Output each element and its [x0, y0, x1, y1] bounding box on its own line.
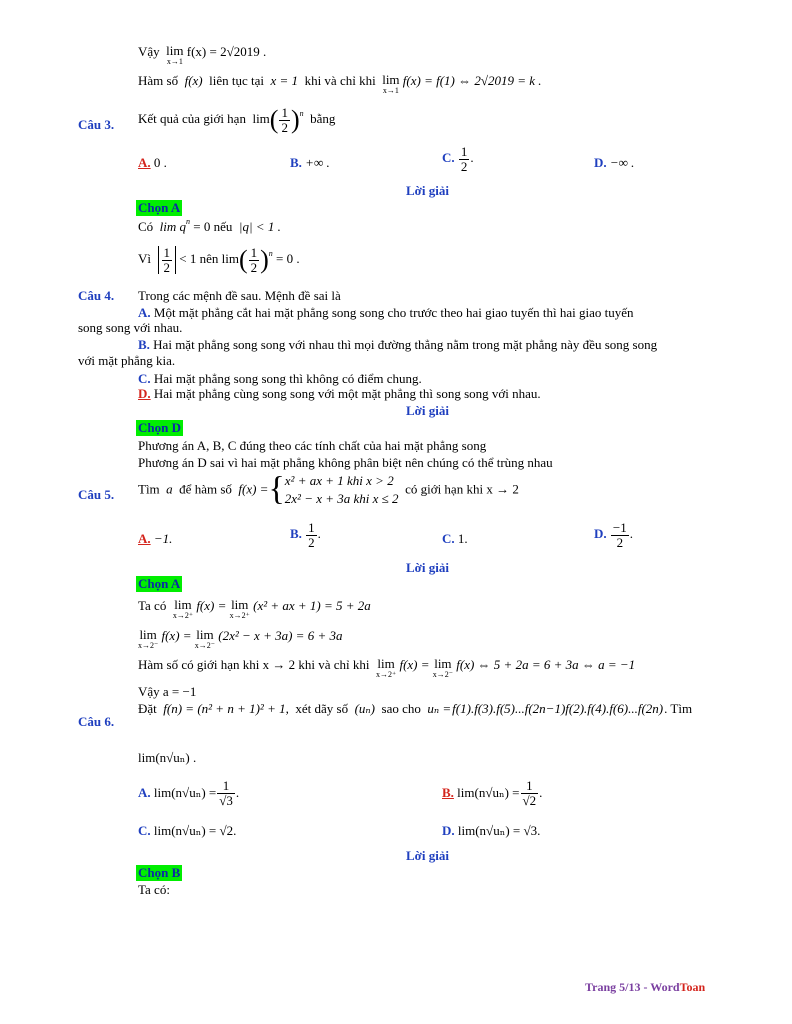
- text: để hàm số: [179, 481, 232, 497]
- fraction-den: f(2).f(4).f(6)...f(2n): [565, 700, 664, 716]
- math-expr: f(x) = f(1) ⇔ 2√2019 = k .: [402, 73, 542, 88]
- lim-block: [433, 657, 453, 679]
- lim-word: lim: [166, 43, 184, 58]
- function-f: f(x): [184, 73, 203, 88]
- option-d[interactable]: [442, 823, 540, 839]
- solution-line: Phương án A, B, C đúng theo các tính chất của hai mặt phẳng song: [138, 438, 487, 453]
- brace: {: [268, 470, 285, 508]
- lim-block: [376, 657, 396, 679]
- text: = 0 nếu: [193, 219, 233, 234]
- lim-sub: x→1: [166, 57, 183, 66]
- math-expr: f(x) =: [238, 481, 269, 497]
- fraction: [611, 521, 629, 549]
- lim-word: lim: [196, 627, 214, 642]
- solution-heading: Lời giải: [406, 560, 449, 575]
- option-letter: A.: [138, 785, 151, 801]
- option-text: Hai mặt phẳng song song thì không có điểm chung.: [153, 371, 422, 386]
- brand-toan: Toan: [679, 980, 706, 994]
- fraction-den: 2: [460, 158, 468, 174]
- text: Đặt: [138, 700, 157, 716]
- text-vay: Vậy: [138, 44, 160, 59]
- option-text: Hai mặt phẳng cùng song song với một mặt phẳng thì song song với nhau.: [153, 386, 541, 401]
- chosen-answer: Chọn B: [138, 865, 181, 880]
- exponent: n: [186, 217, 191, 226]
- lim-block: [195, 628, 215, 650]
- fraction-num: 1: [460, 144, 468, 159]
- lim-word: lim: [252, 111, 270, 127]
- option-c[interactable]: [138, 823, 236, 839]
- option-letter: D.: [594, 155, 607, 170]
- text: có giới hạn khi x → 2: [405, 481, 519, 497]
- question-text-cont: lim(n√uₙ) .: [138, 750, 197, 765]
- question-label: Câu 6.: [78, 714, 115, 729]
- question-text: [138, 472, 519, 507]
- option-text: Một mặt phẳng cắt hai mặt phẳng song song cho trước theo hai giao tuyến thì hai giao tuyến: [153, 305, 634, 320]
- fraction: $\frac{1}{2}$: [163, 245, 170, 275]
- lim-sub: x→2⁺: [375, 670, 397, 679]
- option-a[interactable]: [138, 531, 172, 547]
- lim-word: lim: [174, 597, 192, 612]
- option-c[interactable]: [442, 145, 474, 173]
- solution-line: Vì $\frac{1}{2}$ < 1 nên lim( $\frac{1}{2}$ )$^n$ = 0 .: [138, 245, 300, 275]
- option-a[interactable]: [138, 305, 634, 321]
- solution-heading: Lời giải: [406, 848, 449, 863]
- piece-case: x² + ax + 1 khi x > 2: [284, 473, 394, 488]
- lim-block: [230, 598, 250, 620]
- lim-word: lim: [377, 656, 395, 671]
- fraction: [217, 779, 235, 807]
- fraction: [452, 701, 663, 717]
- option-letter: B.: [442, 785, 454, 801]
- lim-word: lim: [139, 627, 157, 642]
- option-letter: C.: [138, 823, 151, 838]
- option-b[interactable]: [290, 521, 321, 549]
- math-x: x = 1: [270, 73, 299, 88]
- text: bằng: [310, 111, 336, 127]
- fraction-num: 1: [308, 520, 315, 535]
- option-letter: D.: [442, 823, 455, 838]
- option-b[interactable]: [290, 155, 330, 171]
- option-a[interactable]: [138, 155, 167, 171]
- option-b-cont: với mặt phẳng kia.: [78, 353, 176, 368]
- lim-word: lim: [434, 656, 452, 671]
- solution-line: Phương án D sai vì hai mặt phẳng không phân biệt nên chúng có thể trùng nhau: [138, 455, 553, 470]
- math-expr: (x² + ax + 1) = 5 + 2a: [253, 598, 371, 613]
- lim-word: lim: [231, 597, 249, 612]
- solution-line: [138, 219, 281, 235]
- fraction: [279, 106, 290, 134]
- piece-case: 2x² − x + 3a khi x ≤ 2: [284, 490, 399, 506]
- option-letter: A.: [138, 155, 151, 170]
- option-letter: B.: [138, 337, 150, 352]
- option-b[interactable]: [442, 779, 542, 807]
- lim-block: [138, 628, 158, 650]
- option-letter: A.: [138, 305, 151, 320]
- option-d[interactable]: [594, 521, 633, 549]
- text: < 1 nên lim: [179, 251, 239, 267]
- exponent: n: [299, 109, 304, 119]
- option-letter: C.: [442, 531, 455, 546]
- fraction: [459, 145, 470, 173]
- text: = 0 .: [276, 251, 300, 267]
- solution-line: Vậy a = −1: [138, 684, 197, 699]
- lim-sub: x→2⁺: [172, 611, 194, 620]
- math-expr: lim q: [159, 219, 187, 234]
- option-value: 0 .: [153, 155, 167, 170]
- text: sao cho: [381, 700, 421, 716]
- fraction-num: f(1).f(3).f(5)...f(2n−1): [452, 700, 566, 716]
- lim-block: [166, 44, 183, 66]
- question-text: Kết quả của giới hạn lim( $\frac{1}{2}$ )$^n$ bằng: [138, 105, 336, 135]
- text: Kết quả của giới hạn: [138, 111, 246, 127]
- text: Ta có: [138, 598, 167, 613]
- fraction-den: 2: [616, 534, 624, 550]
- option-value: .: [235, 785, 240, 801]
- option-letter: C.: [138, 371, 151, 386]
- option-value: lim(n√uₙ) = √3.: [457, 823, 541, 838]
- text: Vì: [138, 251, 151, 267]
- text: Tìm: [138, 481, 160, 497]
- option-d[interactable]: [594, 155, 634, 171]
- math-expr: (2x² − x + 3a) = 6 + 3a: [218, 628, 343, 643]
- continuity-line: [138, 73, 542, 95]
- brand-word: Word: [650, 980, 680, 994]
- lim-sub: x→2⁻: [432, 670, 453, 679]
- fraction-num: −1: [612, 520, 627, 535]
- fraction: $\frac{1}{2}$: [250, 245, 258, 275]
- fraction-num: 1: [521, 779, 539, 794]
- lim-sub: x→1: [382, 86, 399, 95]
- math-expr: (uₙ): [354, 700, 376, 716]
- math-expr: uₙ =: [427, 700, 452, 716]
- math-expr: |q| < 1 .: [238, 219, 281, 234]
- lim-sub: x→2⁻: [194, 641, 216, 650]
- text: . Tìm: [664, 700, 693, 716]
- question-text: Trong các mệnh đề sau. Mệnh đề sai là: [138, 288, 341, 303]
- option-letter: D.: [138, 386, 151, 401]
- question-label: Câu 3.: [78, 117, 115, 132]
- fraction: [306, 521, 317, 549]
- option-b[interactable]: [138, 337, 657, 353]
- option-value: lim(n√uₙ) = √2.: [153, 823, 237, 838]
- option-letter: D.: [594, 526, 607, 542]
- math-expr: f(x) =: [161, 628, 192, 643]
- option-letter: C.: [442, 150, 455, 166]
- math-expr: f(x) =: [399, 657, 430, 672]
- math-expr: f(x) =: [196, 598, 227, 613]
- solution-line: Ta có:: [138, 882, 170, 897]
- fraction-den: 2: [308, 534, 315, 550]
- fraction-den: √3: [219, 792, 233, 808]
- math-expr: f(x) ⇔ 5 + 2a = 6 + 3a ⇔ a = −1: [456, 657, 636, 672]
- page-footer: [585, 980, 705, 995]
- solution-line: [138, 598, 371, 620]
- piecewise: [285, 472, 399, 507]
- math-expr: f(n) = (n² + n + 1)² + 1,: [163, 700, 289, 716]
- solution-heading: Lời giải: [406, 403, 449, 418]
- option-value: lim(n√uₙ) =: [153, 785, 217, 801]
- option-a-cont: song song với nhau.: [78, 320, 183, 335]
- question-text: [138, 700, 723, 717]
- text: Hàm số: [138, 73, 179, 88]
- option-text: Hai mặt phẳng song song với nhau thì mọi đường thẳng nằm trong mặt phẳng này đều song song: [153, 337, 658, 352]
- text: khi và chỉ khi: [304, 73, 376, 88]
- lim-block: [173, 598, 193, 620]
- option-c[interactable]: [138, 371, 422, 387]
- question-label: Câu 5.: [78, 487, 115, 502]
- solution-heading: Lời giải: [406, 183, 449, 198]
- option-value: −1.: [153, 531, 173, 546]
- lim-sub: x→2⁻: [138, 641, 159, 650]
- option-letter: B.: [290, 526, 302, 542]
- page-number: Trang 5/13 -: [585, 980, 651, 994]
- prev-conclusion-line: [138, 44, 266, 66]
- lim-block: [382, 73, 399, 95]
- chosen-answer: Chọn A: [138, 200, 181, 215]
- fraction: [521, 779, 539, 807]
- option-value: +∞ .: [305, 155, 330, 170]
- math-var: a: [166, 481, 173, 497]
- chosen-answer: Chọn A: [138, 576, 181, 591]
- solution-line: [138, 657, 635, 679]
- text: liên tục tại: [209, 73, 265, 88]
- option-c[interactable]: [442, 531, 468, 547]
- lim-word: lim: [382, 72, 400, 87]
- option-value: .: [539, 785, 543, 801]
- lim-sub: x→2⁺: [229, 611, 250, 620]
- text: Hàm số có giới hạn khi x → 2 khi và chỉ khi: [138, 657, 370, 672]
- fraction-num: 1: [281, 105, 288, 121]
- option-letter: B.: [290, 155, 302, 170]
- option-letter: A.: [138, 531, 151, 546]
- option-value: .: [629, 526, 633, 542]
- chosen-answer: Chọn D: [138, 420, 181, 435]
- option-value: .: [317, 526, 321, 542]
- fraction-den: √2: [522, 792, 537, 808]
- text: Có: [138, 219, 154, 234]
- limit-result: f(x) = 2√2019 .: [186, 44, 267, 59]
- option-value: −∞ .: [609, 155, 635, 170]
- option-value: lim(n√uₙ) =: [457, 785, 520, 801]
- option-a[interactable]: [138, 779, 239, 807]
- option-value: 1.: [457, 531, 468, 546]
- question-label: Câu 4.: [78, 288, 115, 303]
- fraction-den: 2: [281, 119, 288, 135]
- fraction-num: 1: [217, 779, 235, 794]
- text: xét dãy số: [295, 700, 349, 716]
- option-d[interactable]: [138, 386, 541, 402]
- option-value: .: [470, 150, 474, 166]
- solution-line: [138, 628, 342, 650]
